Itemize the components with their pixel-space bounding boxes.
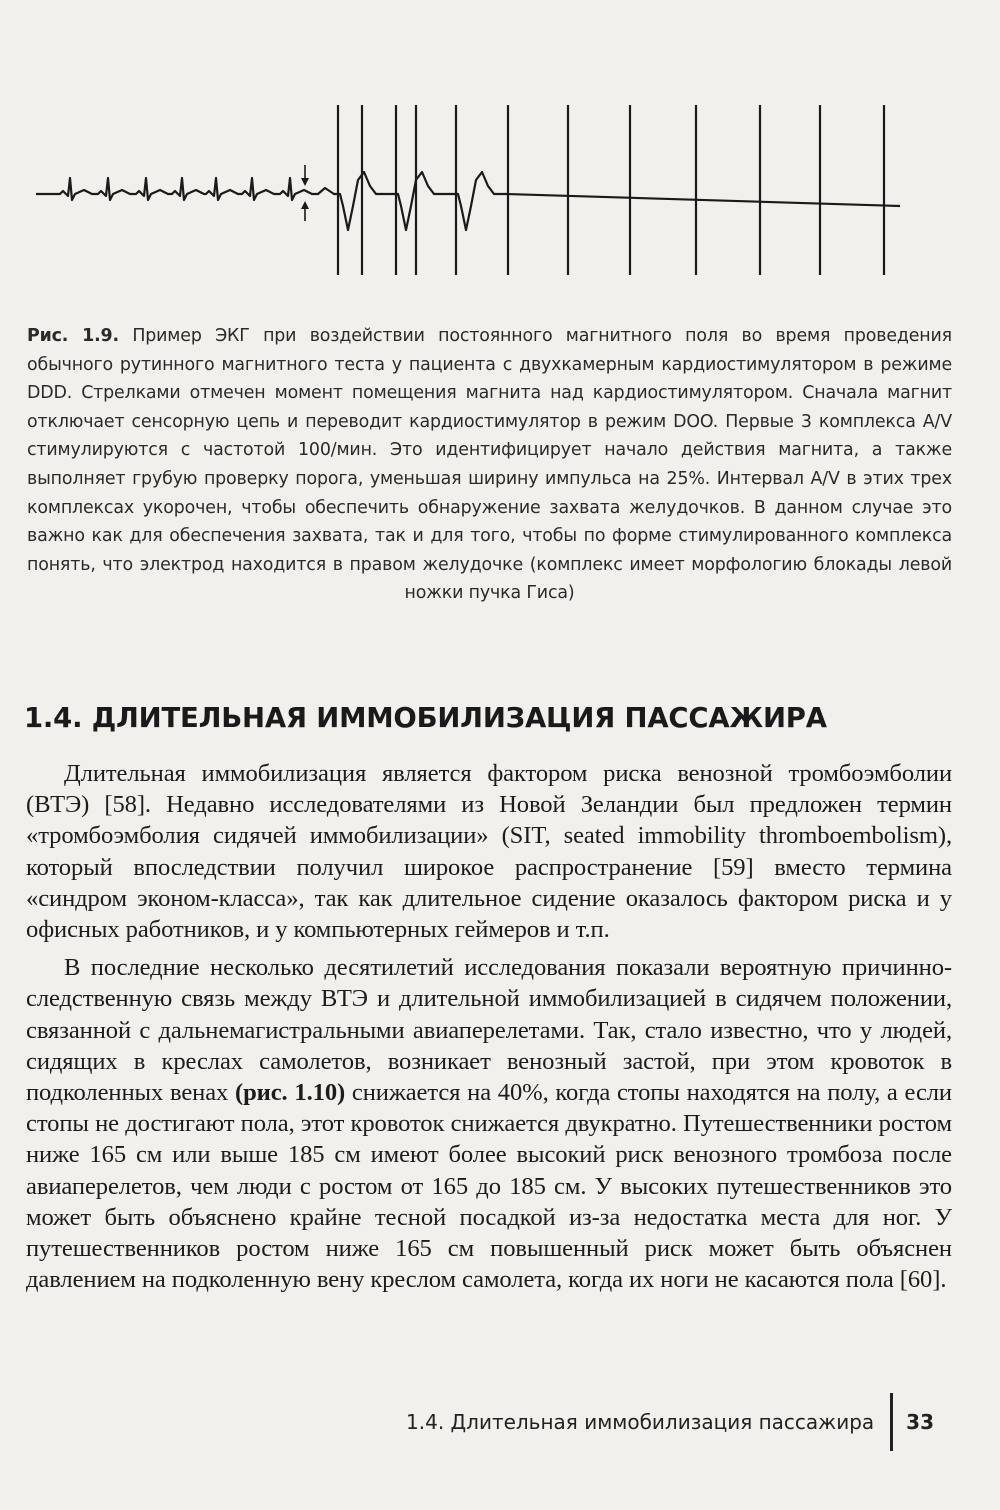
page-footer (406, 1402, 934, 1442)
magnet-arrow-down-icon (301, 165, 309, 186)
magnet-arrow-up-icon (301, 201, 309, 221)
paragraph-text: снижается на 40%, когда стопы находятся на полу, а если стопы не достигают пола, этот кровоток снижается двукратно. Путешественники ростом ниже 165 см или выше 185 см имеют более высокий риск венозного тромбоза после авиаперелетов, чем люди с ростом от 165 до 185 см. У высоких путешественников это может быть объяснено крайне тесной посадкой из-за недостатка места для ног. У путешественников ростом ниже 165 см повышенный риск может быть объяснен давлением на подколенную вену креслом самолета, когда их ноги не касаются пола [60]. (26, 1079, 952, 1294)
paragraph: Длительная иммобилизация является фактором риска венозной тромбоэмболии (ВТЭ) [58]. Недавно исследователями из Новой Зеландии был предложен термин «тромбоэмболия сидячей иммобилизации» (SIT, seated immobility thromboembolism), который впоследствии получил широкое распространение [59] вместо термина «синдром эконом-класса», так как длительное сидение оказалось фактором риска и у офисных работников, и у компьютерных геймеров и т.п. (26, 760, 952, 944)
figure-caption-text: Пример ЭКГ при воздействии постоянного магнитного поля во время проведения обычного рутинного магнитного теста у пациента с двухкамерным кардиостимулятором в режиме DDD. Стрелками отмечен момент помещения магнита над кардиостимулятором. Сначала магнит отключает сенсорную цепь и переводит кардиостимулятор в режим DOO. Первые 3 комплекса A/V стимулируются с частотой 100/мин. Это идентифицирует начало действия магнита, а также выполняет грубую проверку порога, уменьшая ширину импульса на 25%. Интервал A/V в этих трех комплексах укорочен, чтобы обеспечить обнаружение захвата желудочков. В данном случае это важно как для обеспечения захвата, так и для того, чтобы по форме стимулированного комплекса понять, что электрод находится в правом желудочке (комплекс имеет морфологию блокады левой ножки пучка Гиса) (27, 326, 952, 604)
footer-divider (890, 1393, 893, 1451)
paragraph-text: В последние несколько десятилетий исследования показали вероятную причинно-следственную связь между ВТЭ и длительной иммобилизацией в сидячем положении, связанной с дальнемагистральными авиаперелетами. Так, стало известно, что у людей, сидящих в креслах самолетов, возникает венозный застой, при этом кровоток в подколенных венах (26, 954, 952, 1107)
ecg-figure (0, 0, 1000, 320)
figure-reference: (рис. 1.10) (235, 1079, 346, 1107)
ecg-tracing (0, 0, 1000, 320)
running-title: 1.4. Длительная иммобилизация пассажира (406, 1410, 875, 1434)
section-body (26, 758, 952, 1302)
figure-caption (27, 322, 952, 608)
figure-label: Рис. 1.9. (27, 326, 119, 346)
section-title: 1.4. ДЛИТЕЛЬНАЯ ИММОБИЛИЗАЦИЯ ПАССАЖИРА (24, 702, 827, 734)
ecg-waveform (36, 172, 900, 230)
page-number: 33 (906, 1410, 934, 1434)
pacing-spikes (338, 105, 884, 275)
paragraph (26, 952, 952, 1295)
